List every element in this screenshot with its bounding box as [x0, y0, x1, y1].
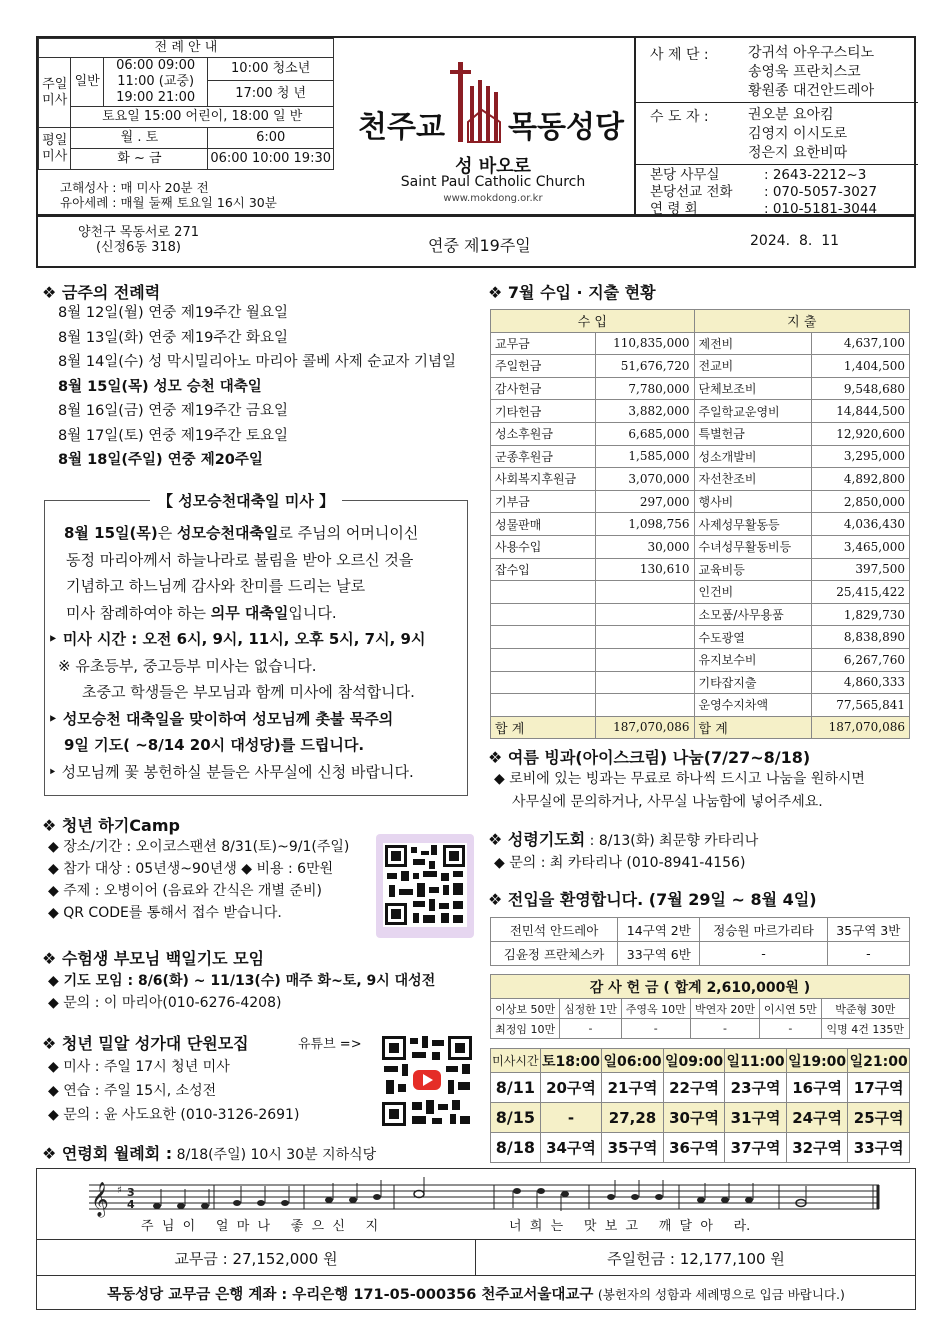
expense-header: 지 출 [694, 310, 910, 333]
calendar-title: ❖ 금주의 전례력 [42, 283, 161, 302]
mass-header-cell: 일21:00 [848, 1049, 910, 1073]
table-row: 기타헌금 3,882,000 주일학교운영비 14,844,500 [491, 400, 910, 423]
religious-list: 권오분 요아킴 김영지 이시도로 정은지 요한비따 [748, 107, 848, 161]
website: www.mokdong.or.kr [443, 193, 543, 204]
choir-title: ❖ 청년 밀알 성가대 단원모집 [42, 1034, 249, 1053]
table-row: 수도광열 8,838,890 [491, 626, 910, 649]
list-item: 8월 15일(목) 성모 승천 대축일 [58, 378, 262, 395]
list-item: 8월 12일(월) 연중 제19주간 월요일 [58, 305, 288, 321]
finance-title: ❖ 7월 수입 · 지출 현황 [488, 283, 656, 302]
mass-cell: 35구역 [602, 1133, 664, 1163]
sacraments-info: 고해성사 : 매 미사 20분 전 유아세례 : 매월 둘째 토요일 16시 30분 [60, 180, 277, 210]
mass-header-cell: 일06:00 [602, 1049, 664, 1073]
sunday-times: 06:00 09:00 11:00 (교중) 19:00 21:00 [103, 58, 207, 107]
table-row: 사용수입 30,000 수녀성무활동비등 3,465,000 [491, 535, 910, 558]
english-name: Saint Paul Catholic Church [400, 174, 586, 190]
choir-list [48, 1055, 299, 1127]
mass-header-cell: 일19:00 [786, 1049, 848, 1073]
youtube-qr-code-icon[interactable] [380, 1034, 474, 1128]
mass-cell: 20구역 [540, 1073, 602, 1103]
young-adult-mass: 17:00 청 년 [208, 81, 334, 107]
list-item: ◆ 미사 : 주일 17시 청년 미사 [48, 1059, 230, 1075]
week-title: 연중 제19주일 [428, 236, 531, 255]
mass-cell: 17구역 [848, 1073, 910, 1103]
phone-numbers: : 2643-2212~3 : 070-5057-3027 : 010-5181-3044 [764, 167, 878, 217]
song-lyrics-1: 주 님 이 얼 마 나 좋 으 신 지 [141, 1219, 379, 1234]
address: 양천구 목동서로 271 (신정6동 318) [78, 225, 199, 255]
table-row: 기부금 297,000 행사비 2,850,000 [491, 490, 910, 513]
youtube-label: 유튜브 => [298, 1037, 362, 1052]
mass-cell: 8/15 [491, 1103, 541, 1133]
total-expense: 187,070,086 [811, 716, 910, 739]
list-item: ◆ 참가 대상 : 05년생~90년생 ◆ 비용 : 6만원 [48, 861, 334, 877]
sunday-label: 주일 미사 [39, 58, 71, 128]
list-item: 8월 18일(주일) 연중 제20주일 [58, 452, 263, 468]
mass-cell: 32구역 [786, 1133, 848, 1163]
table-row: 운영수지차액 77,565,841 [491, 694, 910, 717]
calendar-list [58, 301, 456, 473]
svg-text:♯: ♯ [117, 1185, 122, 1196]
table-row [491, 1073, 910, 1103]
thanks-title: 감 사 헌 금 ( 합계 2,610,000원 ) [491, 975, 910, 999]
cross-building-icon [446, 52, 516, 147]
mass-cell: 31구역 [725, 1103, 787, 1133]
mass-cell: 23구역 [725, 1073, 787, 1103]
list-item: ◆ 주제 : 오병이어 (음료와 간식은 개별 준비) [48, 883, 322, 899]
mass-cell: 24구역 [786, 1103, 848, 1133]
liturgy-table: 전 례 안 내 주일 미사 일반 06:00 09:00 11:00 (교중) 19:00 21:00 10:00 청소년 17:00 청 년 토요일 15:00 어린이, 18:00 일 반 평일 미사 월 . 토 6:00 화 ~ 금 06:00 10:00 19:30 [38, 38, 334, 170]
svg-text:3: 3 [127, 1186, 135, 1199]
weekday-label: 평일 미사 [39, 128, 71, 170]
table-row: 성물판매 1,098,756 사제성무활동등 4,036,430 [491, 513, 910, 536]
table-row: 기타잡지출 4,860,333 [491, 671, 910, 694]
pastor-list: 강귀석 아우구스티노 송영욱 프란치스코 황원종 대건안드레아 [748, 45, 875, 99]
mass-cell: 8/11 [491, 1073, 541, 1103]
mass-header-cell: 토18:00 [540, 1049, 602, 1073]
church-name-right: 목동성당 [508, 110, 624, 145]
exam-list [48, 970, 435, 1014]
list-item: ◆ 기도 모임 : 8/6(화) ~ 11/13(수) 매주 화~토, 9시 대성전 [48, 973, 436, 989]
total-label: 합 계 [491, 716, 596, 739]
mass-cell: 30구역 [663, 1103, 725, 1133]
camp-title: ❖ 청년 하기Camp [42, 816, 180, 835]
mass-cell: 25구역 [848, 1103, 910, 1133]
monthly-meeting: ❖ 연령회 월례회 : 8/18(주일) 10시 30분 지하식당 [42, 1144, 377, 1163]
total-income: 187,070,086 [596, 716, 695, 739]
church-name-left: 천주교 [358, 110, 445, 145]
sunday-general: 일반 [71, 58, 103, 107]
mass-cell: 16구역 [786, 1073, 848, 1103]
spirit-prayer: ❖ 성령기도회 : 8/13(화) 최문향 카타리나 [488, 830, 759, 849]
list-item: ◆ 문의 : 윤 사도요한 (010-3126-2691) [48, 1107, 300, 1123]
table-row: 인건비 25,415,422 [491, 581, 910, 604]
table-row: 교무금 110,835,000 제전비 4,637,100 [491, 332, 910, 355]
thanks-table: 감 사 헌 금 ( 합계 2,610,000원 ) 이상보 50만 심정한 1만 주영옥 10만 박연자 20만 이시연 5만 박준형 30만 최정임 10만 - - - - 익명 4건 135만 [490, 974, 910, 1039]
table-row: 주일헌금 51,676,720 전교비 1,404,500 [491, 355, 910, 378]
table-row: 군종후원금 1,585,000 성소개발비 3,295,000 [491, 445, 910, 468]
youth-mass: 10:00 청소년 [208, 58, 334, 81]
mass-header-cell: 일11:00 [725, 1049, 787, 1073]
mass-cell: 37구역 [725, 1133, 787, 1163]
mass-cell: 27,28 [602, 1103, 664, 1133]
list-item: ◆ 장소/기간 : 오이코스팬션 8/31(토)~9/1(주일) [48, 839, 350, 855]
svg-text:4: 4 [127, 1198, 135, 1211]
patron-name: 성 바오로 [455, 156, 531, 177]
staff-info: 사 제 단 : 강귀석 아우구스티노 송영욱 프란치스코 황원종 대건안드레아 수 도 자 : 권오분 요아킴 김영지 이시도로 정은지 요한비따 본당 사무실 본당선교 전화 연 령 회 : 2643-2212~3 : 070-5057-3027 : 010-5181-3044 [634, 38, 918, 214]
header-box [36, 36, 916, 216]
phone-labels: 본당 사무실 본당선교 전화 연 령 회 [650, 167, 733, 217]
mass-cell: 34구역 [540, 1133, 602, 1163]
icecream-title: ❖ 여름 빙과(아이스크림) 나눔(7/27~8/18) [488, 748, 811, 767]
table-row: 유지보수비 6,267,760 [491, 648, 910, 671]
finance-table [490, 309, 910, 739]
issue-date: 2024. 8. 11 [750, 233, 840, 249]
income-header: 수 입 [491, 310, 695, 333]
table-row: 사회복지후원금 3,070,000 자선찬조비 4,892,800 [491, 468, 910, 491]
treble-clef-icon: 𝄞 [91, 1182, 109, 1217]
table-row: 소모품/사무용품 1,829,730 [491, 603, 910, 626]
table-row: 잡수입 130,610 교육비등 397,500 [491, 558, 910, 581]
table-row: 감사헌금 7,780,000 단체보조비 9,548,680 [491, 377, 910, 400]
assumption-title: 【 성모승천대축일 미사 】 [150, 490, 342, 511]
saturday-line: 토요일 15:00 어린이, 18:00 일 반 [71, 107, 334, 128]
mass-header-cell: 미사시간 [491, 1049, 541, 1073]
mass-cell: 21구역 [602, 1073, 664, 1103]
list-item: 8월 13일(화) 연중 제19주간 화요일 [58, 329, 288, 346]
mass-cell: 36구역 [663, 1133, 725, 1163]
liturgy-title: 전 례 안 내 [39, 39, 334, 58]
footer-bank: 목동성당 교무금 은행 계좌 : 우리은행 171-05-000356 천주교서울대교구 (봉헌자의 성함과 세례명으로 입금 바랍니다.) [36, 1276, 916, 1310]
song-box [36, 1168, 916, 1240]
list-item: 8월 17일(토) 연중 제19주간 토요일 [58, 427, 288, 444]
list-item: 8월 16일(금) 연중 제19주간 금요일 [58, 403, 288, 419]
table-row [491, 1133, 910, 1163]
list-item: ◆ QR CODE를 통해서 접수 받습니다. [48, 905, 282, 921]
mass-assignment-table [490, 1048, 910, 1163]
mass-cell: 22구역 [663, 1073, 725, 1103]
mass-header-cell: 일09:00 [663, 1049, 725, 1073]
welcome-title: ❖ 전입을 환영합니다. (7월 29일 ~ 8월 4일) [488, 890, 817, 909]
camp-qr-code-icon[interactable] [383, 843, 467, 927]
mass-cell: - [540, 1103, 602, 1133]
exam-title: ❖ 수험생 부모님 백일기도 모임 [42, 949, 265, 968]
camp-list [48, 836, 349, 924]
total-label: 합 계 [694, 716, 811, 739]
church-logo [358, 52, 628, 212]
song-lyrics-2: 너 희 는 맛 보 고 깨 달 아 라. [509, 1219, 751, 1234]
list-item: 8월 14일(수) 성 막시밀리아노 마리아 콜베 사제 순교자 기념일 [58, 354, 457, 370]
header-bottom [36, 216, 916, 268]
list-item: ◆ 연습 : 주일 15시, 소성전 [48, 1083, 217, 1099]
list-item: ◆ 문의 : 이 마리아(010-6276-4208) [48, 995, 282, 1011]
spirit-inquiry: ◆ 문의 : 최 카타리나 (010-8941-4156) [494, 855, 746, 871]
footer-totals: 교무금 : 27,152,000 원 주일헌금 : 12,177,100 원 [36, 1240, 916, 1276]
table-row: 성소후원금 6,685,000 특별헌금 12,920,600 [491, 422, 910, 445]
mass-cell: 33구역 [848, 1133, 910, 1163]
mass-cell: 8/18 [491, 1133, 541, 1163]
assumption-body: 8월 15일(목)은 성모승천대축일로 주님의 어머니이신 동정 마리아께서 하늘나라로 불림을 받아 오르신 것을 기념하고 하느님께 감사와 찬미를 드리는 날로 미사 참례하여야 하는 의무 대축일입니다. ‣ 미사 시간 : 오전 6시, 9시, 11시, 오후 5시, 7시, 9시 ※ 유초등부, 중고등부 미사는 없습니다. 초중고 학생들은 부모님과 함께 미사에 참석합니다. ‣ 성모승천 대축일을 맞이하여 성모님께 촛불 묵주의 9일 기도( ~8/14 20시 대성당)를 드립니다. ‣ 성모님께 꽃 봉헌하실 분들은 사무실에 신청 바랍니다. [48, 524, 426, 781]
camp-qr-frame [376, 834, 474, 938]
icecream-text: ◆ 로비에 있는 빙과는 무료로 하나씩 드시고 나눔을 원하시면 사무실에 문의하거나, 사무실 나눔함에 넣어주세요. [494, 771, 865, 810]
welcome-table: 전민석 안드레아 14구역 2반 정승원 마르가리타 35구역 3반 김윤정 프란체스카 33구역 6반 - - [490, 917, 910, 966]
table-row [491, 1103, 910, 1133]
